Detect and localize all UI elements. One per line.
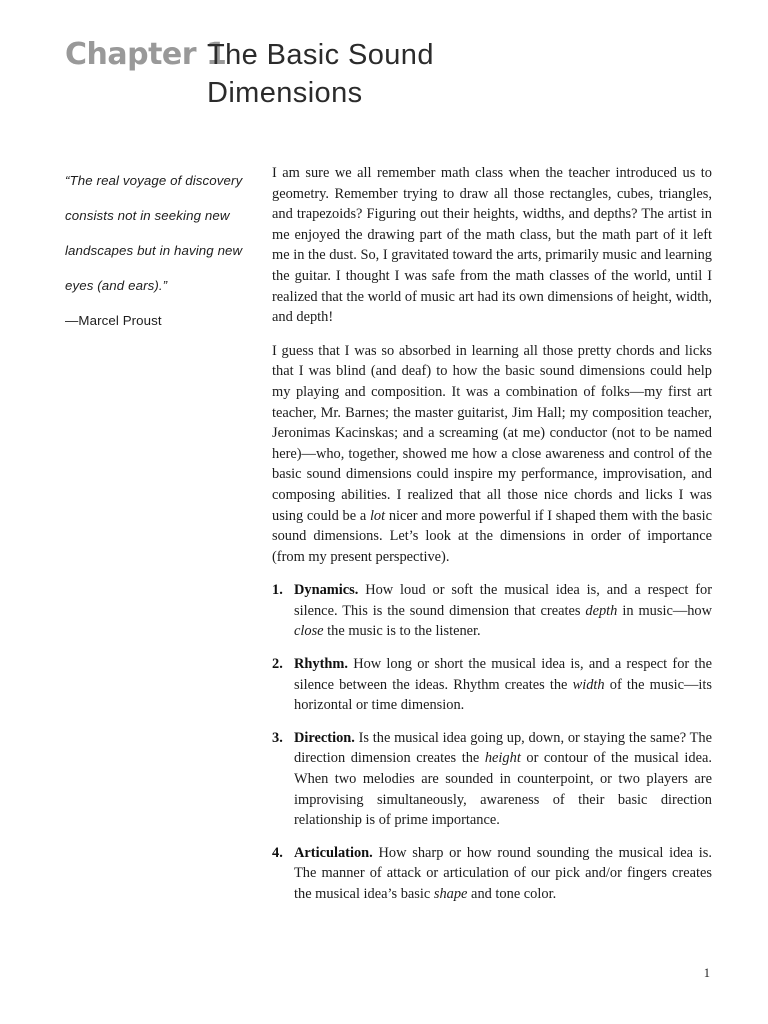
body-paragraph-1: I am sure we all remember math class when the teacher introduced us to geometry. Remember trying to draw all those rectangles, cubes, triangles, and trapezoids? Figuring out their heights, widths, and depths? The artist in me enjoyed the drawing part of the math class, but the math part of it left me in the dust. So, I gravitated toward the arts, primarily music and learning the guitar. I thought I was safe from the math classes of the world, until I realized that the world of music art had its own dimensions of height, width, and depth! [272, 165, 712, 326]
chapter-header [0, 36, 768, 112]
list-item-number: 1. [272, 582, 283, 599]
list-item-text-2: or contour of the musical idea. When two melodies are sounded in counterpoint, or two players are improvising simultaneously, awareness of their basic direction relationship is of prime importance. [294, 750, 712, 829]
list-item-number: 2. [272, 656, 283, 673]
page-title [207, 36, 434, 112]
page-title-line-2: Dimensions [207, 77, 363, 109]
list-item-term: Articulation. [294, 844, 373, 861]
list-item-emphasis-1: width [572, 676, 605, 693]
list-item-number: 3. [272, 729, 283, 746]
list-item-emphasis-2: close [294, 623, 324, 640]
list-item-text-1: How loud or soft the musical idea is, and a respect for silence. This is the sound dimension that creates [294, 582, 712, 619]
body-paragraph-2 [272, 341, 712, 568]
pull-quote-column [0, 163, 272, 338]
body-paragraph-2-emphasis: lot [369, 507, 386, 524]
list-item-term: Rhythm. [294, 656, 348, 673]
list-item-text-3: the music is to the listener. [323, 623, 481, 640]
list-item [272, 728, 712, 831]
list-item-emphasis-1: shape [433, 886, 468, 902]
list-item-emphasis-1: height [484, 750, 521, 767]
list-item-term: Dynamics. [294, 582, 359, 599]
list-item-term: Direction. [294, 729, 355, 746]
page-title-line-1: The Basic Sound [207, 39, 434, 71]
body-paragraph-2-part-2: nicer and more powerful if I shaped them with the basic sound dimensions. Let’s look at the dimensions in order of importance (from my present perspective). [272, 507, 712, 565]
list-item-text-2: and tone color. [467, 886, 557, 902]
content-columns [0, 163, 768, 917]
body-column [272, 163, 712, 917]
list-item [272, 654, 712, 716]
list-item [272, 843, 712, 905]
list-item-text-1: How sharp or how round sounding the musical idea is. The manner of attack or articulation of our pick and/or fingers creates the musical idea’s basic [294, 844, 712, 902]
list-item-emphasis-1: depth [585, 602, 618, 619]
pull-quote-attribution: —Marcel Proust [65, 313, 162, 328]
chapter-label: Chapter 1 [65, 37, 227, 72]
list-item-number: 4. [272, 844, 283, 861]
list-item-text-2: in music—how [617, 602, 713, 619]
list-item-text-1: How long or short the musical idea is, and a respect for the silence between the ideas. Rhythm creates the [294, 656, 712, 693]
dimensions-list [272, 580, 712, 904]
page-number: 1 [703, 966, 710, 980]
body-paragraph-2-part-1: I guess that I was so absorbed in learning all those pretty chords and licks that I was blind (and deaf) to how the basic sound dimensions could help my playing and composition. It was a combination of folks—my first art teacher, Mr. Barnes; the master guitarist, Jim Hall; my composition teacher, Jeronimas Kacinskas; and a screaming (at me) conductor (not to be named here)—who, together, showed me how a close awareness and control of the basic sound dimensions could inspire my performance, improvisation, and composing abilities. I realized that all those nice chords and licks I was using could be a [272, 342, 712, 524]
list-item-text-1: Is the musical idea going up, down, or staying the same? The direction dimension creates the [294, 729, 712, 767]
list-item-text-2: of the music—its horizontal or time dimension. [294, 676, 712, 714]
pull-quote-text: “The real voyage of discovery consists not in seeking new landscapes but in having new eyes (and ears).” [65, 173, 243, 293]
list-item [272, 580, 712, 642]
